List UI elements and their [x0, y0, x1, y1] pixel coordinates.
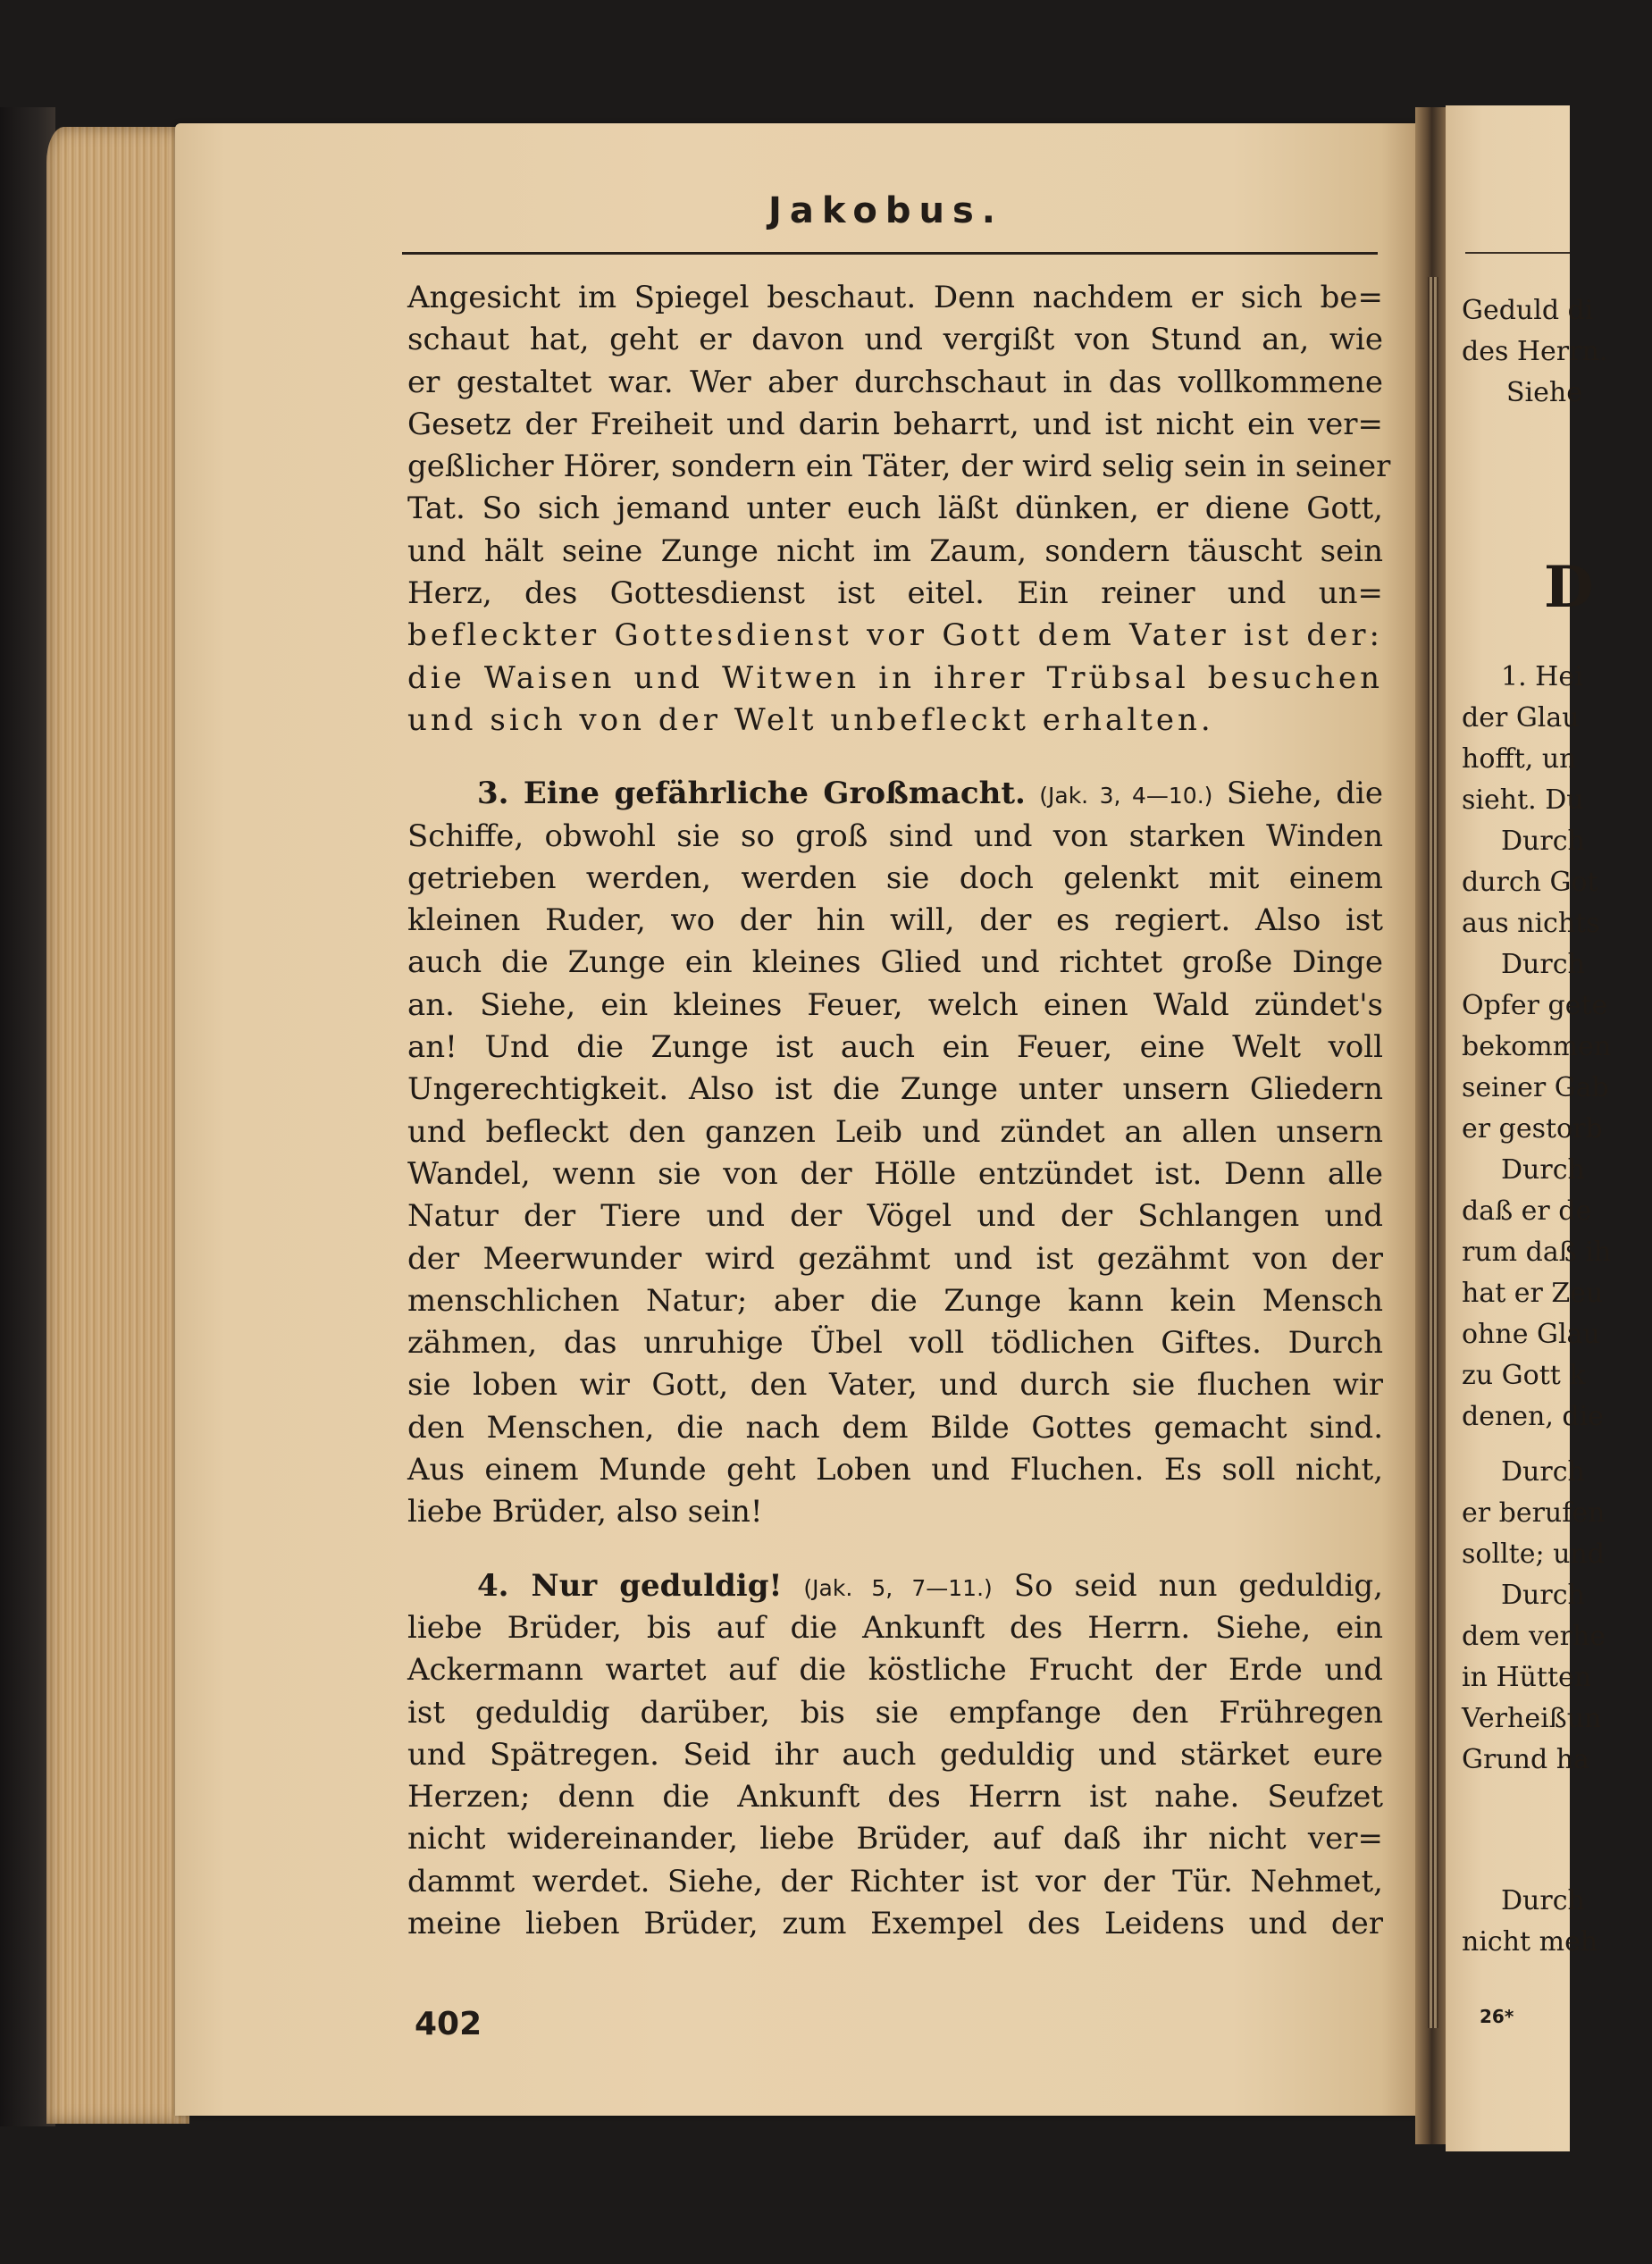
- text-line: getrieben werden, werden sie doch gelenkt mit einem: [407, 859, 1383, 896]
- right-page-rule: [1465, 252, 1570, 254]
- text-line: Ackermann wartet auf die köstliche Frucht der Erde und: [407, 1652, 1383, 1689]
- right-page-line: daß er de: [1462, 1195, 1592, 1227]
- right-page-line: er berufen: [1462, 1497, 1606, 1529]
- body-text: [407, 277, 1391, 1945]
- text-line: dammt werdet. Siehe, der Richter ist vor der Tür. Nehmet,: [407, 1863, 1383, 1899]
- right-page-line: Durch: [1501, 1885, 1585, 1916]
- right-page-line: seiner Gab: [1462, 1072, 1609, 1103]
- right-page-line: Durch: [1501, 949, 1585, 980]
- text-line: ist geduldig darüber, bis sie empfange den Frühregen: [407, 1694, 1383, 1731]
- right-page-line: bekommen: [1462, 1031, 1612, 1062]
- right-page-line: hat er Zeu: [1462, 1278, 1604, 1309]
- text-line: zähmen, das unruhige Übel voll tödlichen Giftes. Durch: [407, 1325, 1383, 1362]
- right-page-line: er gestorb: [1462, 1113, 1603, 1145]
- text-line: geßlicher Hörer, sondern ein Täter, der wird selig sein in seiner: [407, 449, 1391, 485]
- right-page-line: Durch: [1501, 1456, 1585, 1488]
- right-page-line: Siehe: [1506, 377, 1582, 408]
- right-page-line: Geduld di: [1462, 295, 1594, 326]
- right-page-line: des Herrn.: [1462, 336, 1608, 367]
- text-line: und befleckt den ganzen Leib und zündet an allen unsern: [407, 1113, 1383, 1150]
- right-page-signature: 26*: [1480, 2006, 1514, 2027]
- text-line: Aus einem Munde geht Loben und Fluchen. Es soll nicht,: [407, 1452, 1383, 1488]
- text-line: die Waisen und Witwen in ihrer Trübsal besuchen: [407, 659, 1383, 696]
- section-3-heading-line: [407, 773, 1383, 815]
- text-line: den Menschen, die nach dem Bilde Gottes gemacht sind.: [407, 1409, 1383, 1446]
- right-page-line: Grund ha: [1462, 1744, 1589, 1775]
- right-page-line: rum daß ih: [1462, 1237, 1612, 1268]
- text-line: Angesicht im Spiegel beschaut. Denn nachdem er sich be=: [407, 280, 1383, 315]
- text-line: Herzen; denn die Ankunft des Herrn ist nahe. Seufzet: [407, 1779, 1383, 1815]
- section-4: [407, 1565, 1383, 1946]
- right-page-line: der Glau: [1462, 702, 1580, 734]
- running-head: Jakobus.: [768, 190, 1003, 231]
- section-4-first-line: So seid nun geduldig,: [1013, 1567, 1383, 1604]
- page-number: 402: [415, 2006, 482, 2042]
- text-line: an! Und die Zunge ist auch ein Feuer, eine Welt voll: [407, 1029, 1383, 1066]
- right-page-line: sollte; und: [1462, 1539, 1605, 1570]
- section-3-first-line: Siehe, die: [1226, 776, 1384, 812]
- text-line: sie loben wir Gott, den Vater, und durch sie fluchen wir: [407, 1367, 1383, 1404]
- section-4-heading-line: [407, 1565, 1383, 1607]
- text-line: nicht widereinander, liebe Brüder, auf daß ihr nicht ver=: [407, 1821, 1383, 1857]
- head-rule: [402, 252, 1378, 255]
- right-page-line: hofft, un: [1462, 743, 1577, 775]
- text-line: und hält seine Zunge nicht im Zaum, sondern täuscht sein: [407, 532, 1383, 569]
- paragraph-1: [407, 277, 1391, 742]
- right-page-line: zu Gott k: [1462, 1360, 1586, 1391]
- text-line: Herz, des Gottesdienst ist eitel. Ein reiner und un=: [407, 575, 1383, 612]
- section-3-reference: (Jak. 3, 4—10.): [1039, 783, 1213, 809]
- text-line: menschlichen Natur; aber die Zunge kann kein Mensch: [407, 1282, 1383, 1319]
- right-page-line: ohne Glau: [1462, 1319, 1600, 1350]
- right-page-line: Verheißun: [1462, 1703, 1602, 1734]
- gutter-page-lines: [1428, 277, 1438, 2028]
- text-line: auch die Zunge ein kleines Glied und richtet große Dinge: [407, 944, 1383, 981]
- right-page-line: dem verhe: [1462, 1621, 1606, 1652]
- text-line: schaut hat, geht er davon und vergißt von Stund an, wie: [407, 322, 1383, 358]
- right-page-line: in Hütten: [1462, 1662, 1592, 1693]
- right-page-line: Durch: [1501, 1154, 1585, 1186]
- text-line: Schiffe, obwohl sie so groß sind und von starken Winden: [407, 818, 1383, 854]
- page-stack-edge: [46, 127, 189, 2124]
- text-line: liebe Brüder, also sein!: [407, 1494, 763, 1530]
- text-line: an. Siehe, ein kleines Feuer, welch einen Wald zündet's: [407, 986, 1383, 1023]
- right-page-line: 1. Hei: [1501, 661, 1583, 692]
- right-page-initial: D: [1544, 554, 1594, 621]
- right-page-line: Durch: [1501, 826, 1585, 857]
- text-line: Wandel, wenn sie von der Hölle entzündet ist. Denn alle: [407, 1155, 1383, 1192]
- right-page-line: aus nichts: [1462, 908, 1600, 939]
- text-line: Ungerechtigkeit. Also ist die Zunge unter unsern Gliedern: [407, 1071, 1383, 1108]
- right-page-line: Opfer gete: [1462, 990, 1608, 1021]
- right-page-line: Durch: [1501, 1580, 1585, 1611]
- section-4-heading: 4. Nur geduldig!: [477, 1567, 783, 1604]
- text-line: und Spätregen. Seid ihr auch geduldig und stärket eure: [407, 1736, 1383, 1773]
- right-page-line: denen, die: [1462, 1401, 1604, 1432]
- section-4-reference: (Jak. 5, 7—11.): [803, 1574, 993, 1601]
- section-3-heading: 3. Eine gefährliche Großmacht.: [477, 776, 1026, 812]
- text-line: meine lieben Brüder, zum Exempel des Leidens und der: [407, 1905, 1383, 1941]
- text-line: befleckter Gottesdienst vor Gott dem Vater ist der:: [407, 617, 1383, 654]
- section-3: [407, 773, 1383, 1533]
- text-line: der Meerwunder wird gezähmt und ist gezähmt von der: [407, 1240, 1383, 1277]
- right-page-line: sieht. Du: [1462, 784, 1584, 816]
- text-line: Tat. So sich jemand unter euch läßt dünken, er diene Gott,: [407, 491, 1383, 527]
- text-line: Natur der Tiere und der Vögel und der Schlangen und: [407, 1198, 1383, 1235]
- right-page-line: nicht meh: [1462, 1926, 1598, 1958]
- text-line: liebe Brüder, bis auf die Ankunft des Herrn. Siehe, ein: [407, 1609, 1383, 1646]
- text-line: Gesetz der Freiheit und darin beharrt, und ist nicht ein ver=: [407, 406, 1383, 442]
- right-page-line: durch Got: [1462, 867, 1598, 898]
- text-line: kleinen Ruder, wo der hin will, der es regiert. Also ist: [407, 902, 1383, 939]
- text-line: und sich von der Welt unbefleckt erhalten.: [407, 701, 1214, 738]
- text-line: er gestaltet war. Wer aber durchschaut in das vollkommene: [407, 364, 1383, 400]
